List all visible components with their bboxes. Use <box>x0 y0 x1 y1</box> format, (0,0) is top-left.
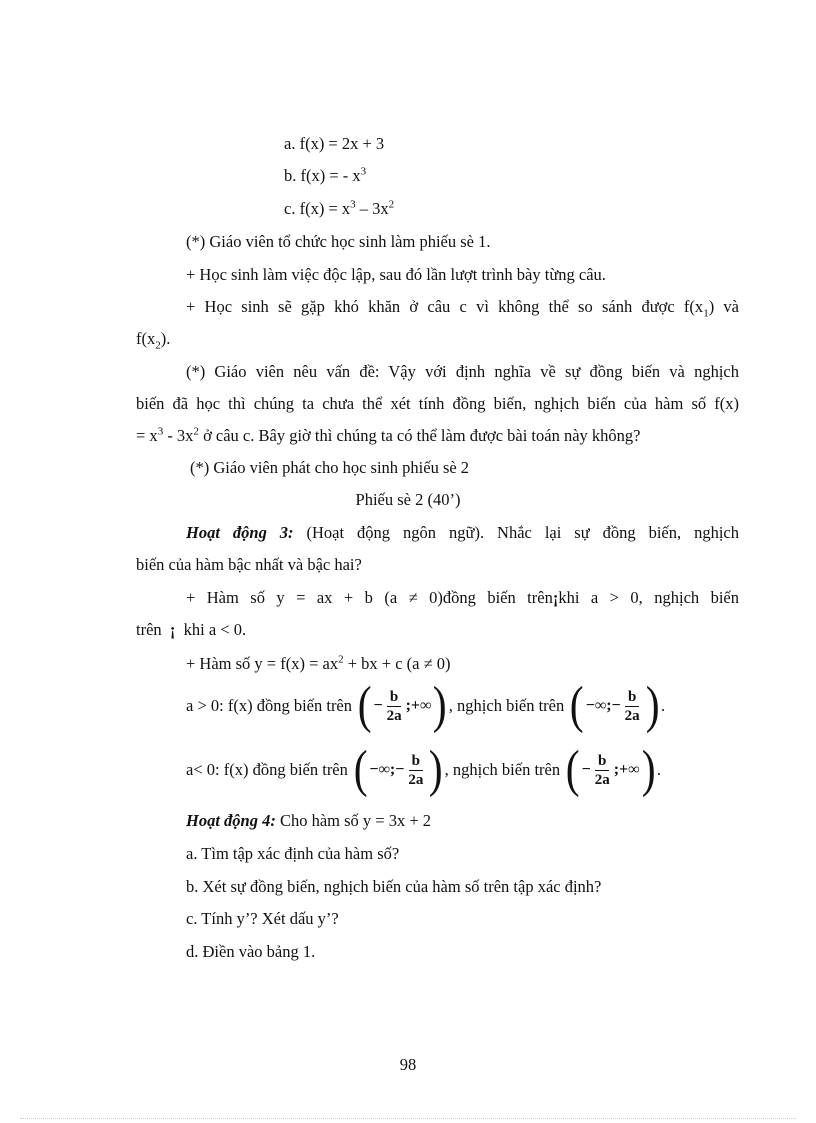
activity-4-question-b: b. Xét sự đồng biến, nghịch biến của hàm số trên tập xác định? <box>186 877 602 896</box>
activity-4-question-c: c. Tính y’? Xét dấu y’? <box>186 909 339 928</box>
negative-a-line: a< 0: f(x) đồng biến trên ( −∞;− $\frac{b}{2a}$ ) , nghịch biến trên ( − $\frac{b}{2a}$ ;+∞ ) . <box>186 741 661 798</box>
paragraph-teacher-organizes: (*) Giáo viên tổ chức học sinh làm phiếu sè 1. <box>186 232 491 251</box>
interval-neg-b-over-2a-to-inf: ( − $\frac{b}{2a}$ ;+∞ ) <box>565 741 656 798</box>
activity-4-question-a: a. Tìm tập xác định của hàm số? <box>186 844 400 863</box>
linear-function-line1: + Hàm số y = ax + b (a ≠ 0)đồng biến trên¡khi a > 0, nghịch biến <box>186 588 740 607</box>
paragraph-difficulty-line2: $f(x_2)$. <box>136 329 171 352</box>
activity-4-question-d: d. Điền vào bảng 1. <box>186 942 316 961</box>
item-c: c. $f(x) = x^3 - 3x^2$ <box>284 198 395 218</box>
positive-a-line: a > 0: f(x) đồng biến trên ( − $\frac{b}{2a}$ ;+∞ ) , nghịch biến trên ( −∞;− $\frac{b}{2a}$ ) . <box>186 677 666 734</box>
activity-3-label: Hoạt động 3: <box>186 523 294 542</box>
real-numbers-symbol: ¡ <box>169 620 176 639</box>
page-bottom-border <box>20 1118 796 1119</box>
paragraph-problem-line1: (*) Giáo viên nêu vấn đề: Vậy với định nghĩa về sự đồng biến và nghịch <box>186 362 739 381</box>
page-number: 98 <box>399 1055 417 1074</box>
paragraph-students-work: + Học sinh làm việc độc lập, sau đó lần lượt trình bày từng câu. <box>186 265 606 284</box>
item-b: b. f(x) = - $x^3$ <box>284 165 367 185</box>
interval-neg-inf-to-neg-b-over-2a: ( −∞;− $\frac{b}{2a}$ ) <box>570 677 660 734</box>
quadratic-function-line: + Hàm số $y = f(x) = ax^2$ + bx + c (a ≠ 0) <box>186 653 451 673</box>
paragraph-problem-line2: biến đã học thì chúng ta chưa thể xét tính đồng biến, nghịch biến của hàm số f(x) <box>136 394 739 413</box>
activity-4-line: Hoạt động 4: Cho hàm số y = 3x + 2 <box>186 811 432 830</box>
paragraph-hand-out: (*) Giáo viên phát cho học sinh phiếu sè 2 <box>190 458 470 477</box>
real-numbers-symbol: ¡ <box>552 588 559 607</box>
paragraph-problem-line3: = $x^3 - 3x^2$ ở câu c. Bây giờ thì chúng ta có thể làm được bài toán này không? <box>136 425 641 445</box>
paragraph-difficulty-line1: + Học sinh sẽ gặp khó khăn ở câu c vì không thể so sánh được $f(x_1)$ và <box>186 297 739 320</box>
linear-function-line2: trên ¡ khi a < 0. <box>136 620 247 639</box>
worksheet-heading: Phiếu sè 2 (40’) <box>355 490 461 509</box>
activity-3-line1: Hoạt động 3: (Hoạt động ngôn ngữ). Nhắc lại sự đồng biến, nghịch <box>186 523 740 542</box>
activity-4-label: Hoạt động 4: <box>186 811 276 830</box>
activity-3-line2: biến của hàm bậc nhất và bậc hai? <box>136 555 362 574</box>
interval-neg-inf-to-neg-b-over-2a: ( −∞;− $\frac{b}{2a}$ ) <box>353 741 443 798</box>
item-a: a. f(x) = 2x + 3 <box>284 134 385 153</box>
interval-neg-b-over-2a-to-inf: ( − $\frac{b}{2a}$ ;+∞ ) <box>357 677 448 734</box>
